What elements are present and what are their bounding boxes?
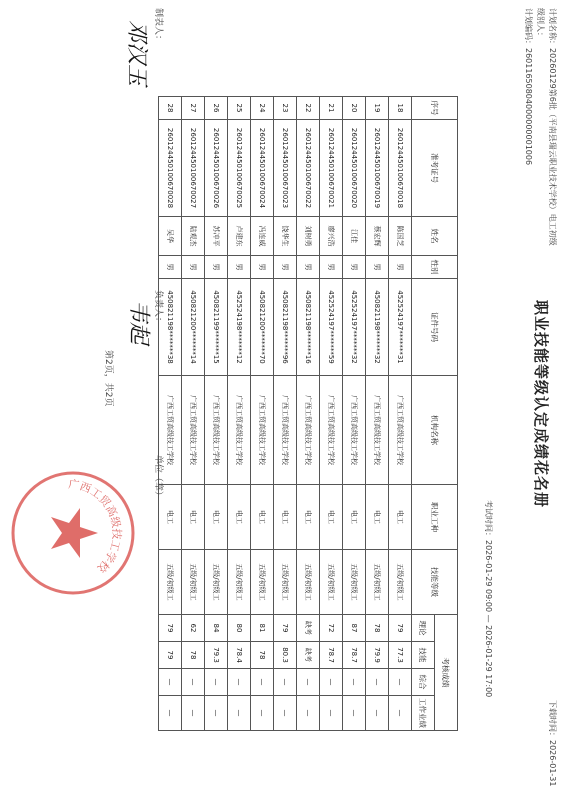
cell-name: 冯连威 xyxy=(251,217,274,256)
cell-level: 五级/初级工 xyxy=(366,550,389,615)
cell-id: 450821198*******38 xyxy=(159,279,182,376)
cell-sex: 男 xyxy=(251,256,274,279)
cell-theory: 79 xyxy=(159,615,182,642)
plan-name: 计划名称：20260129第6批（平南县瑞云职业技术学校）电工初级 xyxy=(548,8,557,246)
cell-org: 广西工贸高级技工学校 xyxy=(228,376,251,485)
cell-work: — xyxy=(320,696,343,731)
cell-work: — xyxy=(205,696,228,731)
cell-job: 电工 xyxy=(320,485,343,550)
table-row xyxy=(251,97,274,731)
cell-cert: 260124450100670019 xyxy=(366,120,389,217)
header-job: 职业工种 xyxy=(412,485,458,550)
cell-work: — xyxy=(182,696,205,731)
cell-org: 广西工贸高级技工学校 xyxy=(205,376,228,485)
cell-sex: 男 xyxy=(182,256,205,279)
charge-label: 负责人： xyxy=(153,290,163,327)
cell-id: 452524198*******12 xyxy=(228,279,251,376)
cell-sex: 男 xyxy=(320,256,343,279)
cell-level: 五级/初级工 xyxy=(320,550,343,615)
cell-theory: 78 xyxy=(366,615,389,642)
cell-theory: 81 xyxy=(251,615,274,642)
header-name: 姓名 xyxy=(412,217,458,256)
cell-work: — xyxy=(274,696,297,731)
cell-overall: — xyxy=(343,669,366,696)
cell-name: 陈国芝 xyxy=(389,217,412,256)
cell-org: 广西工贸高级技工学校 xyxy=(343,376,366,485)
cell-org: 广西工贸高级技工学校 xyxy=(366,376,389,485)
cell-name: 吴华 xyxy=(159,217,182,256)
header-sex: 性别 xyxy=(412,256,458,279)
header-overall: 综合 xyxy=(412,669,435,696)
cell-job: 电工 xyxy=(274,485,297,550)
cell-work: — xyxy=(366,696,389,731)
cell-org: 广西工贸高级技工学校 xyxy=(274,376,297,485)
cell-level: 五级/初级工 xyxy=(205,550,228,615)
cell-skill: 78.4 xyxy=(228,642,251,669)
cell-seq: 25 xyxy=(228,97,251,120)
cell-level: 五级/初级工 xyxy=(343,550,366,615)
cell-org: 广西工贸高级技工学校 xyxy=(297,376,320,485)
cell-name: 蔡宏辉 xyxy=(366,217,389,256)
header-id: 证件号码 xyxy=(412,279,458,376)
cell-sex: 男 xyxy=(228,256,251,279)
cell-theory: 84 xyxy=(205,615,228,642)
cell-id: 452524197*******31 xyxy=(389,279,412,376)
cell-level: 五级/初级工 xyxy=(389,550,412,615)
cell-level: 五级/初级工 xyxy=(228,550,251,615)
cell-cert: 260124450100670025 xyxy=(228,120,251,217)
cell-name: 江佳 xyxy=(343,217,366,256)
cell-id: 450821198*******32 xyxy=(366,279,389,376)
cell-theory: 79 xyxy=(389,615,412,642)
star-icon xyxy=(51,508,98,558)
cell-cert: 260124450100670027 xyxy=(182,120,205,217)
cell-cert: 260124450100670022 xyxy=(297,120,320,217)
cell-level: 五级/初级工 xyxy=(159,550,182,615)
cell-id: 452524197*******59 xyxy=(320,279,343,376)
cell-id: 450821200*******70 xyxy=(251,279,274,376)
exam-time: 考试时间：2026-01-29 09:00 — 2026-01-29 17:00 xyxy=(484,500,493,698)
cell-name: 廖兴浩 xyxy=(320,217,343,256)
cell-sex: 男 xyxy=(274,256,297,279)
page-number: 第2页，共2页 xyxy=(103,350,113,407)
cell-seq: 26 xyxy=(205,97,228,120)
table-row xyxy=(228,97,251,731)
cell-level: 五级/初级工 xyxy=(274,550,297,615)
table-row xyxy=(297,97,320,731)
cell-overall: — xyxy=(159,669,182,696)
cell-work: — xyxy=(389,696,412,731)
cell-seq: 22 xyxy=(297,97,320,120)
cell-id: 450821198*******96 xyxy=(274,279,297,376)
cell-overall: — xyxy=(251,669,274,696)
cell-overall: — xyxy=(228,669,251,696)
official-seal xyxy=(8,468,138,598)
cell-seq: 27 xyxy=(182,97,205,120)
cell-job: 电工 xyxy=(297,485,320,550)
seal-text: 广西工贸高级技工学校 xyxy=(67,477,124,575)
cell-work: — xyxy=(297,696,320,731)
cell-skill: 78 xyxy=(182,642,205,669)
cell-name: 苏冲平 xyxy=(205,217,228,256)
header-level: 技能等级 xyxy=(412,550,458,615)
cell-level: 五级/初级工 xyxy=(251,550,274,615)
cell-skill: 79.9 xyxy=(366,642,389,669)
cell-job: 电工 xyxy=(366,485,389,550)
cell-name: 陆观杰 xyxy=(182,217,205,256)
cell-overall: — xyxy=(389,669,412,696)
cell-cert: 260124450100670023 xyxy=(274,120,297,217)
cell-job: 电工 xyxy=(159,485,182,550)
download-time: 下载时间：2026-01-31 xyxy=(548,700,557,787)
cell-skill: 78 xyxy=(251,642,274,669)
table-row xyxy=(274,97,297,731)
cell-skill: 79 xyxy=(159,642,182,669)
cell-theory: 80 xyxy=(228,615,251,642)
charge-signature: 韦起 xyxy=(126,300,151,345)
cell-sex: 男 xyxy=(159,256,182,279)
cell-name: 饶华生 xyxy=(274,217,297,256)
cell-seq: 19 xyxy=(366,97,389,120)
cell-sex: 男 xyxy=(205,256,228,279)
cell-seq: 28 xyxy=(159,97,182,120)
header-seq: 序号 xyxy=(412,97,458,120)
document-title: 职业技能等级认定成绩花名册 xyxy=(532,300,550,509)
table-row xyxy=(205,97,228,731)
cell-skill: 79.3 xyxy=(205,642,228,669)
cell-id: 450821200*******14 xyxy=(182,279,205,376)
table-row xyxy=(159,97,182,731)
cell-cert: 260124450100670028 xyxy=(159,120,182,217)
table-row xyxy=(366,97,389,731)
cell-seq: 18 xyxy=(389,97,412,120)
header-theory: 理论 xyxy=(412,615,435,642)
cell-cert: 260124450100670018 xyxy=(389,120,412,217)
cell-org: 广西工贸高级技工学校 xyxy=(159,376,182,485)
cell-overall: — xyxy=(182,669,205,696)
cell-sex: 男 xyxy=(389,256,412,279)
cell-sex: 男 xyxy=(366,256,389,279)
cell-work: — xyxy=(343,696,366,731)
cell-work: — xyxy=(159,696,182,731)
maker-signature: 邓汉玉 xyxy=(124,20,149,87)
cell-cert: 260124450100670021 xyxy=(320,120,343,217)
header-work: 工作业绩 xyxy=(412,696,435,731)
cell-seq: 24 xyxy=(251,97,274,120)
cell-theory: 62 xyxy=(182,615,205,642)
table-row xyxy=(182,97,205,731)
cell-sex: 男 xyxy=(343,256,366,279)
cell-overall: — xyxy=(366,669,389,696)
cell-job: 电工 xyxy=(389,485,412,550)
cell-skill: 缺考 xyxy=(297,642,320,669)
level-label: 级别人： xyxy=(536,8,545,40)
cell-job: 电工 xyxy=(205,485,228,550)
cell-skill: 78.7 xyxy=(343,642,366,669)
header-org: 机构名称 xyxy=(412,376,458,485)
cell-work: — xyxy=(228,696,251,731)
cell-overall: — xyxy=(297,669,320,696)
cell-seq: 23 xyxy=(274,97,297,120)
header-cert: 准考证号 xyxy=(412,120,458,217)
cell-org: 广西工贸高级技工学校 xyxy=(389,376,412,485)
header-scores: 考核成绩 xyxy=(435,615,458,731)
maker-label: 制表人： xyxy=(153,8,163,45)
cell-cert: 260124450100670020 xyxy=(343,120,366,217)
cell-skill: 80.3 xyxy=(274,642,297,669)
cell-cert: 260124450100670026 xyxy=(205,120,228,217)
cell-overall: — xyxy=(320,669,343,696)
table-row xyxy=(389,97,412,731)
unit-label: 单位（章） xyxy=(153,455,163,501)
cell-org: 广西工贸高级技工学校 xyxy=(320,376,343,485)
table-row xyxy=(320,97,343,731)
cell-work: — xyxy=(251,696,274,731)
cell-org: 广西工贸高级技工学校 xyxy=(251,376,274,485)
cell-overall: — xyxy=(274,669,297,696)
cell-skill: 77.3 xyxy=(389,642,412,669)
cell-sex: 男 xyxy=(297,256,320,279)
cell-theory: 87 xyxy=(343,615,366,642)
cell-job: 电工 xyxy=(182,485,205,550)
table-row xyxy=(343,97,366,731)
cell-theory: 缺考 xyxy=(297,615,320,642)
cell-name: 刘树勇 xyxy=(297,217,320,256)
cell-org: 广西工贸高级技工学校 xyxy=(182,376,205,485)
cell-id: 450821198*******16 xyxy=(297,279,320,376)
cell-theory: 79 xyxy=(274,615,297,642)
score-table xyxy=(158,96,458,731)
cell-level: 五级/初级工 xyxy=(297,550,320,615)
cell-overall: — xyxy=(205,669,228,696)
plan-code: 计划编码：26011650804000000001006 xyxy=(524,8,533,166)
cell-job: 电工 xyxy=(228,485,251,550)
cell-job: 电工 xyxy=(343,485,366,550)
cell-seq: 20 xyxy=(343,97,366,120)
cell-id: 452524197*******32 xyxy=(343,279,366,376)
cell-theory: 72 xyxy=(320,615,343,642)
cell-seq: 21 xyxy=(320,97,343,120)
header-row xyxy=(435,97,458,731)
cell-job: 电工 xyxy=(251,485,274,550)
cell-id: 450821199*******15 xyxy=(205,279,228,376)
cell-level: 五级/初级工 xyxy=(182,550,205,615)
cell-name: 卢建东 xyxy=(228,217,251,256)
header-skill: 技能 xyxy=(412,642,435,669)
cell-cert: 260124450100670024 xyxy=(251,120,274,217)
cell-skill: 78.7 xyxy=(320,642,343,669)
